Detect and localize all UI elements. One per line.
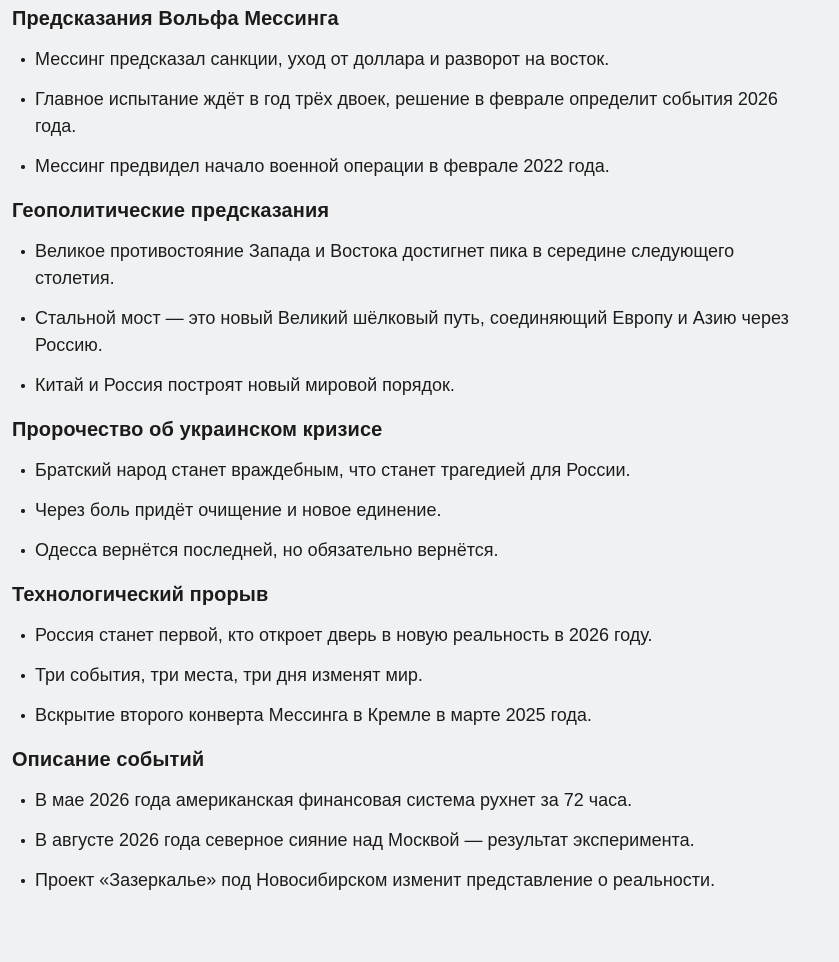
bullet-icon xyxy=(12,497,35,524)
bullet-text: Стальной мост — это новый Великий шёлковый путь, соединяющий Европу и Азию через Россию. xyxy=(35,308,789,355)
bullet-text: Вскрытие второго конверта Мессинга в Кремле в марте 2025 года. xyxy=(35,705,592,725)
bullet-list xyxy=(12,787,812,894)
bullet-icon xyxy=(12,86,35,113)
list-item xyxy=(12,702,812,729)
section xyxy=(12,6,812,180)
bullet-list xyxy=(12,622,812,729)
list-item xyxy=(12,457,812,484)
bullet-icon xyxy=(12,46,35,73)
bullet-list xyxy=(12,238,812,399)
list-item xyxy=(12,662,812,689)
bullet-icon xyxy=(12,238,35,265)
list-item xyxy=(12,372,812,399)
bullet-text: Проект «Зазеркалье» под Новосибирском изменит представление о реальности. xyxy=(35,870,716,890)
bullet-text: Главное испытание ждёт в год трёх двоек, решение в феврале определит события 2026 года. xyxy=(35,89,778,136)
list-item xyxy=(12,497,812,524)
document-body xyxy=(12,6,812,894)
bullet-text: Три события, три места, три дня изменят мир. xyxy=(35,665,423,685)
list-item xyxy=(12,622,812,649)
list-item xyxy=(12,86,812,140)
list-item xyxy=(12,827,812,854)
section-heading: Описание событий xyxy=(12,749,205,771)
bullet-icon xyxy=(12,867,35,894)
bullet-icon xyxy=(12,622,35,649)
list-item xyxy=(12,153,812,180)
list-item xyxy=(12,787,812,814)
bullet-icon xyxy=(12,457,35,484)
section xyxy=(12,198,812,399)
bullet-text: Братский народ станет враждебным, что станет трагедией для России. xyxy=(35,460,631,480)
section xyxy=(12,747,812,894)
bullet-text: Мессинг предсказал санкции, уход от доллара и разворот на восток. xyxy=(35,49,610,69)
bullet-icon xyxy=(12,153,35,180)
section xyxy=(12,417,812,564)
list-item xyxy=(12,46,812,73)
bullet-text: Одесса вернётся последней, но обязательно вернётся. xyxy=(35,540,499,560)
section-heading: Предсказания Вольфа Мессинга xyxy=(12,8,339,30)
bullet-text: Китай и Россия построят новый мировой порядок. xyxy=(35,375,455,395)
list-item xyxy=(12,238,812,292)
bullet-text: В августе 2026 года северное сияние над Москвой — результат эксперимента. xyxy=(35,830,695,850)
section xyxy=(12,582,812,729)
bullet-icon xyxy=(12,305,35,332)
bullet-text: В мае 2026 года американская финансовая система рухнет за 72 часа. xyxy=(35,790,633,810)
bullet-icon xyxy=(12,662,35,689)
bullet-text: Через боль придёт очищение и новое единение. xyxy=(35,500,442,520)
bullet-text: Великое противостояние Запада и Востока достигнет пика в середине следующего столетия. xyxy=(35,241,735,288)
bullet-icon xyxy=(12,372,35,399)
list-item xyxy=(12,867,812,894)
section-heading: Геополитические предсказания xyxy=(12,200,330,222)
bullet-icon xyxy=(12,537,35,564)
list-item xyxy=(12,537,812,564)
bullet-icon xyxy=(12,827,35,854)
bullet-text: Мессинг предвидел начало военной операции в феврале 2022 года. xyxy=(35,156,610,176)
bullet-list xyxy=(12,457,812,564)
bullet-list xyxy=(12,46,812,180)
bullet-icon xyxy=(12,787,35,814)
bullet-icon xyxy=(12,702,35,729)
section-heading: Технологический прорыв xyxy=(12,584,269,606)
list-item xyxy=(12,305,812,359)
bullet-text: Россия станет первой, кто откроет дверь в новую реальность в 2026 году. xyxy=(35,625,653,645)
section-heading: Пророчество об украинском кризисе xyxy=(12,419,383,441)
